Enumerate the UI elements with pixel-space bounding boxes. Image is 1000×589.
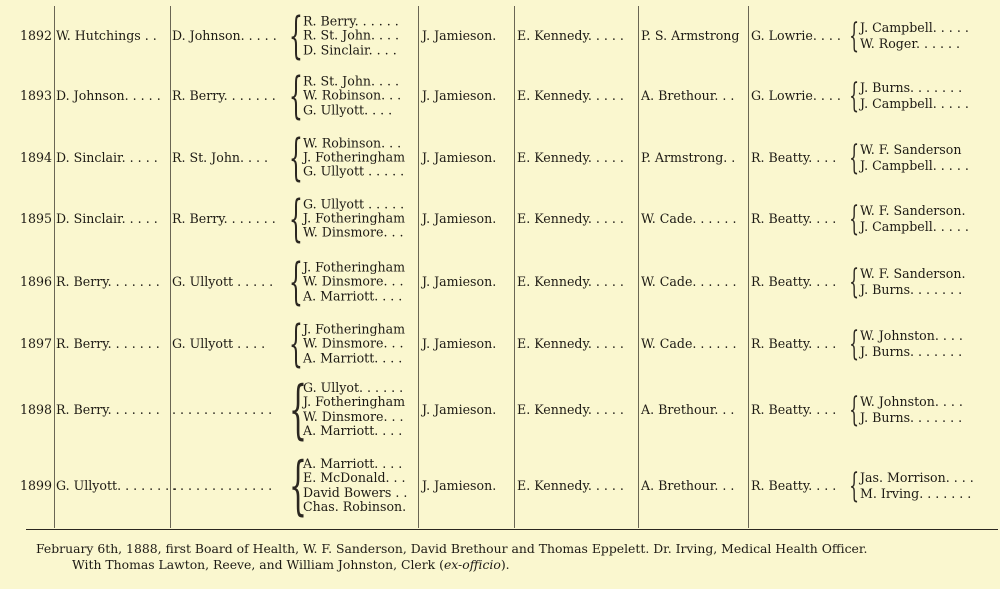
councillors-brace: { (288, 448, 308, 523)
reeve-cell: W. Hutchings . . (56, 28, 157, 43)
treasurer-cell: E. Kennedy. . . . . (517, 336, 624, 351)
footnote-line-1: February 6th, 1888, first Board of Health, W. F. Sanderson, David Brethour and Thomas Eppelett. Dr. Irving, Medical Health Officer. (36, 541, 868, 556)
auditor-name: J. Burns. . . . . . . (860, 80, 963, 95)
collector-cell: R. Beatty. . . . (751, 274, 837, 289)
deputy-reeve-cell: G. Ullyott . . . . . (172, 274, 274, 289)
auditor-name: J. Campbell. . . . . (860, 20, 969, 35)
councillors-cell (303, 457, 418, 515)
councillors-brace: { (288, 252, 303, 311)
reeve-cell: D. Johnson. . . . . (56, 88, 161, 103)
table-bottom-rule (26, 529, 998, 530)
councillors-cell (303, 322, 418, 365)
deputy-reeve-cell: R. Berry. . . . . . . (172, 88, 276, 103)
clerk-cell: J. Jamieson. (422, 28, 497, 43)
auditors-brace: { (849, 137, 860, 178)
deputy-reeve-cell: . . . . . . . . . . . . . (172, 478, 273, 493)
councillor-name: Chas. Robinson. (303, 499, 407, 515)
auditor-name: W. Johnston. . . . (860, 328, 963, 343)
councillors-brace: { (288, 6, 303, 65)
year-cell: 1899 (20, 478, 53, 493)
deputy-reeve-cell: R. Berry. . . . . . . (172, 210, 276, 226)
deputy-reeve-cell: G. Ullyott . . . . (172, 336, 266, 351)
councillor-name: R. Berry. . . . . . (303, 13, 399, 29)
assessor-cell: A. Brethour. . . (641, 88, 735, 103)
councillors-brace: { (288, 314, 303, 373)
deputy-reeve-cell: D. Johnson. . . . . (172, 28, 277, 43)
treasurer-cell: E. Kennedy. . . . . (517, 210, 624, 226)
auditors-cell (860, 328, 1000, 360)
deputy-reeve-cell: . . . . . . . . . . . . . (172, 402, 273, 417)
assessor-cell: W. Cade. . . . . . (641, 274, 737, 289)
collector-cell: R. Beatty. . . . (751, 210, 837, 226)
auditor-name: W. Roger. . . . . . (860, 36, 960, 51)
collector-cell: R. Beatty. . . . (751, 149, 837, 165)
footnote (36, 541, 867, 573)
table-row (0, 129, 1000, 186)
year-cell: 1892 (20, 28, 53, 43)
auditor-name: Jas. Morrison. . . . (860, 470, 974, 485)
assessor-cell: P. Armstrong. . (641, 149, 736, 165)
collector-cell: R. Beatty. . . . (751, 336, 837, 351)
councillors-brace: { (288, 372, 308, 447)
councillor-name: J. Fotheringham (303, 149, 406, 165)
assessor-cell: W. Cade. . . . . . (641, 210, 737, 226)
assessor-cell: P. S. Armstrong (641, 28, 740, 43)
year-cell: 1893 (20, 88, 53, 103)
councillor-name: W. Dinsmore. . . (303, 409, 404, 424)
auditors-brace: { (849, 324, 860, 364)
auditors-cell (860, 394, 1000, 426)
councillors-cell (303, 136, 418, 179)
auditors-cell (860, 20, 1000, 52)
year-cell: 1896 (20, 274, 53, 289)
councillors-cell (303, 74, 418, 117)
footnote-line-2-suffix: ). (500, 557, 510, 572)
reeve-cell: R. Berry. . . . . . . (56, 402, 160, 417)
councillor-name: A. Marriott. . . . (303, 423, 403, 439)
councillor-name: A. Marriott. . . . (303, 350, 403, 366)
auditor-name: J. Campbell. . . . . (860, 157, 969, 173)
collector-cell: R. Beatty. . . . (751, 402, 837, 417)
auditor-name: W. Johnston. . . . (860, 394, 963, 409)
clerk-cell: J. Jamieson. (422, 88, 497, 103)
councillor-name: J. Fotheringham (303, 210, 406, 226)
year-cell: 1894 (20, 149, 53, 165)
councillor-name: G. Ullyott. . . . (303, 102, 393, 118)
auditors-cell (860, 203, 1000, 235)
clerk-cell: J. Jamieson. (422, 478, 497, 493)
clerk-cell: J. Jamieson. (422, 149, 497, 165)
table-row (0, 316, 1000, 372)
auditor-name: J. Burns. . . . . . . (860, 344, 963, 359)
collector-cell: G. Lowrie. . . . (751, 88, 841, 103)
table-row (0, 68, 1000, 124)
auditors-brace: { (849, 390, 860, 430)
assessor-cell: A. Brethour. . . (641, 402, 735, 417)
table-row (0, 448, 1000, 523)
footnote-line-2-italic: ex-officio (443, 557, 501, 572)
councillor-name: J. Fotheringham (303, 394, 406, 410)
councillor-name: G. Ullyott . . . . . (303, 163, 405, 179)
auditors-brace: { (849, 76, 860, 116)
councillor-name: R. St. John. . . . (303, 27, 400, 43)
councillor-name: A. Marriott. . . . (303, 288, 403, 304)
auditors-cell (860, 470, 1000, 502)
clerk-cell: J. Jamieson. (422, 274, 497, 289)
clerk-cell: J. Jamieson. (422, 402, 497, 417)
treasurer-cell: E. Kennedy. . . . . (517, 149, 624, 165)
auditor-name: J. Burns. . . . . . . (860, 410, 963, 425)
table-row (0, 8, 1000, 64)
councillor-name: W. Robinson. . . (303, 87, 402, 103)
councillor-name: W. Dinsmore. . . (303, 273, 404, 289)
deputy-reeve-cell: R. St. John. . . . (172, 149, 269, 165)
auditors-cell (860, 142, 1000, 174)
auditor-name: J. Campbell. . . . . (860, 96, 969, 111)
councillor-name: D. Sinclair. . . . (303, 42, 397, 58)
treasurer-cell: E. Kennedy. . . . . (517, 402, 624, 417)
reeve-cell: G. Ullyott. . . . . . . . (56, 478, 178, 493)
year-cell: 1898 (20, 402, 53, 417)
councillor-name: David Bowers . . (303, 485, 408, 500)
treasurer-cell: E. Kennedy. . . . . (517, 274, 624, 289)
year-cell: 1897 (20, 336, 53, 351)
councillors-cell (303, 14, 418, 57)
auditor-name: J. Burns. . . . . . . (860, 282, 963, 297)
treasurer-cell: E. Kennedy. . . . . (517, 28, 624, 43)
auditors-brace: { (849, 262, 860, 302)
footnote-line-2 (36, 557, 867, 573)
councillor-name: W. Dinsmore. . . (303, 224, 404, 240)
treasurer-cell: E. Kennedy. . . . . (517, 478, 624, 493)
reeve-cell: D. Sinclair. . . . . (56, 210, 158, 226)
table-row (0, 372, 1000, 447)
auditors-brace: { (849, 198, 860, 239)
collector-cell: G. Lowrie. . . . (751, 28, 841, 43)
collector-cell: R. Beatty. . . . (751, 478, 837, 493)
councillor-name: J. Fotheringham (303, 321, 406, 337)
councillors-brace: { (288, 66, 303, 125)
councillors-brace: { (288, 188, 303, 247)
councillor-name: G. Ullyott . . . . . (303, 195, 405, 211)
footnote-line-2-prefix: With Thomas Lawton, Reeve, and William Johnston, Clerk ( (72, 557, 444, 572)
clerk-cell: J. Jamieson. (422, 336, 497, 351)
councillor-name: A. Marriott. . . . (303, 456, 403, 472)
councillor-name: G. Ullyot. . . . . . (303, 380, 404, 396)
table-row (0, 190, 1000, 247)
auditor-name: W. F. Sanderson. (860, 266, 966, 281)
treasurer-cell: E. Kennedy. . . . . (517, 88, 624, 103)
councillor-name: J. Fotheringham (303, 259, 406, 275)
auditors-cell (860, 266, 1000, 298)
year-cell: 1895 (20, 210, 53, 226)
auditor-name: J. Campbell. . . . . (860, 218, 969, 234)
councillor-name: W. Dinsmore. . . (303, 335, 404, 351)
auditor-name: W. F. Sanderson (860, 141, 962, 157)
clerk-cell: J. Jamieson. (422, 210, 497, 226)
auditor-name: W. F. Sanderson. (860, 202, 966, 218)
councillors-cell (303, 197, 418, 240)
assessor-cell: W. Cade. . . . . . (641, 336, 737, 351)
assessor-cell: A. Brethour. . . (641, 478, 735, 493)
reeve-cell: R. Berry. . . . . . . (56, 336, 160, 351)
auditors-cell (860, 80, 1000, 112)
table-row (0, 253, 1000, 311)
councillors-cell (303, 260, 418, 303)
councillors-cell (303, 381, 418, 439)
reeve-cell: R. Berry. . . . . . . (56, 274, 160, 289)
councillors-brace: { (288, 127, 303, 186)
auditor-name: M. Irving. . . . . . . (860, 486, 972, 501)
councillor-name: W. Robinson. . . (303, 134, 402, 150)
auditors-brace: { (849, 16, 860, 56)
councillor-name: E. McDonald. . . (303, 470, 406, 486)
reeve-cell: D. Sinclair. . . . . (56, 149, 158, 165)
councillor-name: R. St. John. . . . (303, 73, 400, 89)
auditors-brace: { (849, 466, 860, 506)
